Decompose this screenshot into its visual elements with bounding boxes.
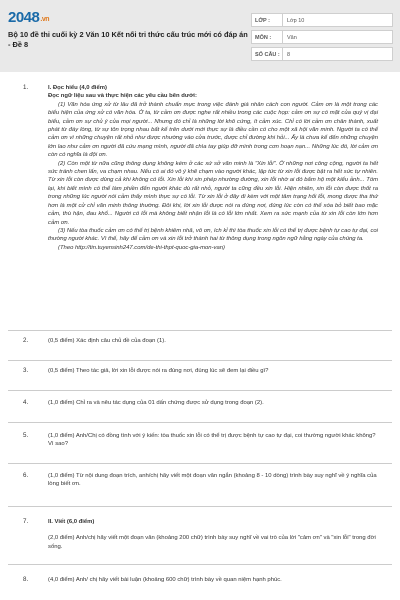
question-number: 2. xyxy=(23,337,29,344)
divider xyxy=(8,506,392,507)
passage-paragraph: (2) Còn một từ nữa cũng thông dụng không kém ở các xứ sở văn minh là "Xin lỗi". Ở những nơi công cộng, người ta hết sức tránh chen lấn, va chạm nhau. Nếu có ai đó vô ý khẽ chạm vào người khác, lập tức từ xin lỗi được bật ra hết sức tự nhiên. Từ xin lỗi còn được dùng cả khi không có lỗi. Xin lỗi khi xin phép nhường đường, xin lỗi nhờ ai đó bấm hộ một kiểu ảnh... Tóm lại, khi biết mình có thể làm phiền đến người khác dù rất nhỏ, người ta cũng đều xin lỗi. Hiện nhiên, xin lỗi còn được thốt ra trong những lúc người nói cảm thấy mình thực sự có lỗi. Từ xin lỗi ở đây đi kèm với một tâm trạng hối lỗi, mong được tha thứ hơn là một cử chỉ văn minh thông thường. Đôi khi, lời xin lỗi được nói ra đúng nơi, đúng lúc còn có thể xóa bỏ biết bao mặc cảm, thù hận, đau khổ... Người có lỗi mà không biết nhận lỗi là có lỗi lớn nhất. Xem ra sức mạnh của từ xin lỗi còn lớn hơn cảm ơn. xyxy=(48,160,378,226)
instruction: Đọc ngữ liệu sau và thực hiện các yêu cầu bên dưới: xyxy=(48,93,197,100)
meta-subject-label: MÔN : xyxy=(251,30,283,44)
meta-class xyxy=(251,13,393,27)
divider xyxy=(8,360,392,361)
meta-subject-value: Văn xyxy=(283,30,393,44)
question-text: (2,0 điểm) Anh/chị hãy viết một đoạn văn (khoảng 200 chữ) trình bày suy nghĩ về vai trò của lời "cảm ơn" và "xin lỗi" trong đời sống. xyxy=(48,535,376,550)
section-heading: I. Đọc hiểu (4,0 điểm) xyxy=(48,85,107,91)
question-number: 4. xyxy=(23,399,29,406)
question-text: (1,0 điểm) Anh/Chị có đồng tình với ý kiến: tòa thuốc xin lỗi có thể trị được bệnh tự cao tự đại, coi thường người khác không? Vì sao? xyxy=(48,433,376,448)
reading-passage xyxy=(48,101,378,252)
divider xyxy=(8,564,392,565)
question-number: 5. xyxy=(23,432,29,439)
passage-paragraph: (1) Văn hóa ứng xử từ lâu đã trở thành chuẩn mực trong việc đánh giá nhân cách con người. Cảm ơn là một trong các biểu hiện của ứng xử có văn hóa. Ở ta, từ cảm ơn được nghe rất nhiều trong các cuộc họp: cảm ơn sự có mặt của quý vị đại biểu, cảm ơn sự chủ ý của mọi người... Nhưng đó chỉ là những lời khô cứng, ít cảm xúc. Chỉ có lời cảm ơn chân thành, xuất phát từ đáy lòng, từ sự tôn trọng nhau bất kể trên dưới mới thực sự là điều cần có cho một xã hội văn minh. Người ta có thể cảm ơn vì những chuyện rất nhỏ như được nhường vào cửa trước, được chỉ đường khi hỏi... Ấy là chưa kể đến những chuyện lớn lao như cảm ơn người đã cứu mạng mình, người đã chìa tay giúp đỡ mình trong cơn hoạn nạn... Những lúc đó, lời cảm ơn còn có nghĩa là đội ơn. xyxy=(48,101,378,159)
passage-source: (Theo http://tin.tuyensinh247.com/de-thi-thpt-quoc-gia-mon-van) xyxy=(58,244,225,251)
divider xyxy=(8,390,392,391)
meta-count-label: SỐ CÂU : xyxy=(251,47,283,61)
question-number: 3. xyxy=(23,367,29,374)
meta-class-label: LỚP : xyxy=(251,13,283,27)
meta-count-value: 8 xyxy=(283,47,393,61)
question-text: (1,0 điểm) Từ nội dung đoạn trích, anh/chị hãy viết một đoạn văn ngắn (khoảng 8 - 10 dòng) trình bày suy nghĩ về ý nghĩa của lòng biết ơn. xyxy=(48,473,377,488)
site-logo[interactable]: 2048.vn xyxy=(8,9,49,26)
divider xyxy=(8,422,392,423)
meta-class-value: Lớp 10 xyxy=(283,13,393,27)
question-text: (0,5 điểm) Xác định câu chủ đề của đoạn (1). xyxy=(48,338,166,344)
exam-header xyxy=(0,0,400,72)
question-number: 6. xyxy=(23,472,29,479)
question-number: 7. xyxy=(23,518,29,525)
question-text: (0,5 điểm) Theo tác giả, lời xin lỗi được nói ra đúng nơi, đúng lúc sẽ đem lại điều gì? xyxy=(48,368,269,374)
meta-count xyxy=(251,47,393,61)
question-body xyxy=(48,84,378,252)
question-number: 1. xyxy=(23,84,29,91)
divider xyxy=(8,463,392,464)
section-heading: II. Viết (6,0 điểm) xyxy=(48,519,95,525)
question-number: 8. xyxy=(23,576,29,583)
question-body xyxy=(48,518,378,551)
question-text: (1,0 điểm) Chỉ ra và nêu tác dụng của 01 dấn chứng được sử dụng trong đoạn (2). xyxy=(48,400,264,406)
meta-subject xyxy=(251,30,393,44)
divider xyxy=(8,330,392,331)
question-text: (4,0 điểm) Anh/ chị hãy viết bài luận (khoảng 600 chữ) trình bày về quan niệm hạnh phúc. xyxy=(48,577,282,583)
exam-title: Bộ 10 đề thi cuối kỳ 2 Văn 10 Kết nối tri thức cấu trúc mới có đáp án - Đề 8 xyxy=(8,30,248,49)
passage-paragraph: (3) Nếu tòa thuốc cảm ơn có thể trị bệnh khiêm nhã, vô ơn, ích kỉ thì tòa thuốc xin lỗi có thể trị được bệnh tự cao tự đại, coi thường người khác. Vì thế, hãy để cảm ơn và xin lỗi trở thành hai từ thông dụng trong ngôn ngữ hằng ngày của chúng ta. xyxy=(48,227,378,243)
